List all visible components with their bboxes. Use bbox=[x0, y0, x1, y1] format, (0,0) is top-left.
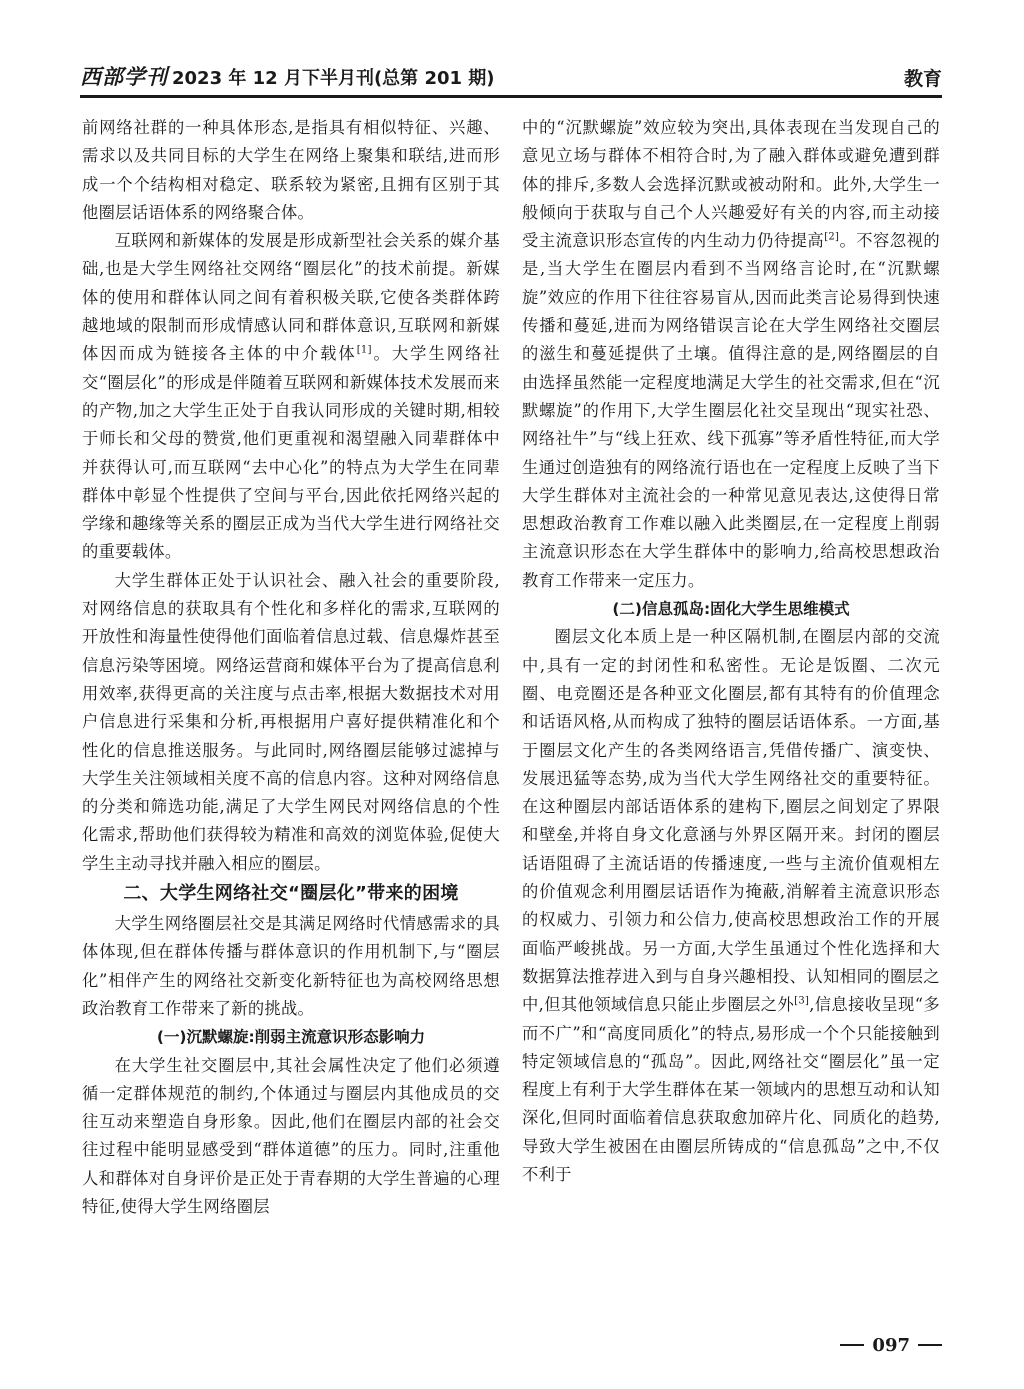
left-column bbox=[82, 114, 500, 1324]
paragraph bbox=[82, 227, 500, 567]
paragraph: 大学生网络圈层社交是其满足网络时代情感需求的具体体现,但在群体传播与群体意识的作用机制下,与“圈层化”相伴产生的网络社交新变化新特征也为高校网络思想政治教育工作带来了新的挑战。 bbox=[82, 914, 500, 1018]
footer-dash-left bbox=[840, 1344, 864, 1346]
citation-ref: [2] bbox=[824, 231, 840, 243]
paragraph-text: 互联网和新媒体的发展是形成新型社会关系的媒介基础,也是大学生网络社交网络“圈层化”的技术前提。新媒体的使用和群体认同之间有着积极关联,它使各类群体跨越地域的限制而形成情感认同和群体意识,互联网和新媒体因而成为链接各主体的中介载体 bbox=[82, 231, 500, 364]
issue-label: 2023 年 12 月下半月刊(总第 201 期) bbox=[172, 68, 495, 89]
subsection-heading: (一)沉默螺旋:削弱主流意识形态影响力 bbox=[156, 1028, 426, 1047]
footer-dash-right bbox=[918, 1344, 942, 1346]
journal-logo: 西部学刊 bbox=[80, 64, 168, 89]
subsection-heading: (二)信息孤岛:固化大学生思维模式 bbox=[612, 600, 850, 619]
paragraph bbox=[522, 623, 940, 1189]
paragraph bbox=[522, 114, 940, 595]
citation-ref: [3] bbox=[794, 995, 810, 1007]
page-footer bbox=[820, 1330, 942, 1360]
paragraph-text: 圈层文化本质上是一种区隔机制,在圈层内部的交流中,具有一定的封闭性和私密性。无论是饭圈、二次元圈、电竞圈还是各种亚文化圈层,都有其特有的价值理念和话语风格,从而构成了独特的圈层话语体系。一方面,基于圈层文化产生的各类网络语言,凭借传播广、演变快、发展迅猛等态势,成为当代大学生网络社交的重要特征。在这种圈层内部话语体系的建构下,圈层之间划定了界限和壁垒,并将自身文化意涵与外界区隔开来。封闭的圈层话语阻碍了主流话语的传播速度,一些与主流价值观相左的价值观念利用圈层话语作为掩蔽,消解着主流意识形态的权威力、引领力和公信力,使高校思想政治工作的开展面临严峻挑战。另一方面,大学生虽通过个性化选择和大数据算法推荐进入到与自身兴趣相投、认知相同的圈层之中,但其他领域信息只能止步圈层之外 bbox=[522, 627, 940, 1015]
paragraph-text: ,信息接收呈现“多而不广”和“高度同质化”的特点,易形成一个个只能接触到特定领域信息的“孤岛”。因此,网络社交“圈层化”虽一定程度上有利于大学生群体在某一领域内的思想互动和认知深化,但同时面临着信息获取愈加碎片化、同质化的趋势,导致大学生被困在由圈层所铸成的“信息孤岛”之中,不仅不利于 bbox=[522, 995, 940, 1184]
section-heading: 二、大学生网络社交“圈层化”带来的困境 bbox=[123, 883, 459, 905]
page-number: 097 bbox=[872, 1334, 910, 1356]
citation-ref: [1] bbox=[356, 344, 372, 356]
section-label: 教育 bbox=[903, 68, 942, 90]
paragraph-text: 。大学生网络社交“圈层化”的形成是伴随着互联网和新媒体技术发展而来的产物,加之大学生正处于自我认同形成的关键时期,相较于师长和父母的赞赏,他们更重视和渴望融入同辈群体中并获得认可,而互联网“去中心化”的特点为大学生在同辈群体中彰显个性提供了空间与平台,因此依托网络兴起的学缘和趣缘等关系的圈层正成为当代大学生进行网络社交的重要载体。 bbox=[82, 344, 500, 562]
paragraph: 在大学生社交圈层中,其社会属性决定了他们必须遵循一定群体规范的制约,个体通过与圈层内其他成员的交往互动来塑造自身形象。因此,他们在圈层内部的社会交往过程中能明显感受到“群体道德”的压力。同时,注重他人和群体对自身评价是正处于青春期的大学生普遍的心理特征,使得大学生网络圈层 bbox=[82, 1055, 500, 1216]
paragraph-text: 中的“沉默螺旋”效应较为突出,具体表现在当发现自己的意见立场与群体不相符合时,为了融入群体或避免遭到群体的排斥,多数人会选择沉默或被动附和。此外,大学生一般倾向于获取与自己个人兴趣爱好有关的内容,而主动接受主流意识形态宣传的内生动力仍待提高 bbox=[522, 118, 940, 251]
journal-info bbox=[80, 61, 495, 91]
running-header bbox=[80, 60, 942, 98]
paragraph: 前网络社群的一种具体形态,是指具有相似特征、兴趣、需求以及共同目标的大学生在网络上聚集和联结,进而形成一个个结构相对稳定、联系较为紧密,且拥有区别于其他圈层话语体系的网络聚合体。 bbox=[82, 118, 500, 222]
right-column bbox=[522, 114, 940, 1324]
paragraph-text: 。不容忽视的是,当大学生在圈层内看到不当网络言论时,在“沉默螺旋”效应的作用下往往容易盲从,因而此类言论易得到快速传播和蔓延,进而为网络错误言论在大学生网络社交圈层的滋生和蔓延提供了土壤。值得注意的是,网络圈层的自由选择虽然能一定程度地满足大学生的社交需求,但在“沉默螺旋”的作用下,大学生圈层化社交呈现出“现实社恐、网络社牛”与“线上狂欢、线下孤寡”等矛盾性特征,而大学生通过创造独有的网络流行语也在一定程度上反映了当下大学生群体对主流社会的一种常见意见表达,这使得日常思想政治教育工作难以融入此类圈层,在一定程度上削弱主流意识形态在大学生群体中的影响力,给高校思想政治教育工作带来一定压力。 bbox=[522, 231, 940, 590]
paragraph: 大学生群体正处于认识社会、融入社会的重要阶段,对网络信息的获取具有个性化和多样化的需求,互联网的开放性和海量性使得他们面临着信息过载、信息爆炸甚至信息污染等困境。网络运营商和媒体平台为了提高信息利用效率,获得更高的关注度与点击率,根据大数据技术对用户信息进行采集和分析,再根据用户喜好提供精准化和个性化的信息推送服务。与此同时,网络圈层能够过滤掉与大学生关注领域相关度不高的信息内容。这种对网络信息的分类和筛选功能,满足了大学生网民对网络信息的个性化需求,帮助他们获得较为精准和高效的浏览体验,促使大学生主动寻找并融入相应的圈层。 bbox=[82, 570, 500, 873]
